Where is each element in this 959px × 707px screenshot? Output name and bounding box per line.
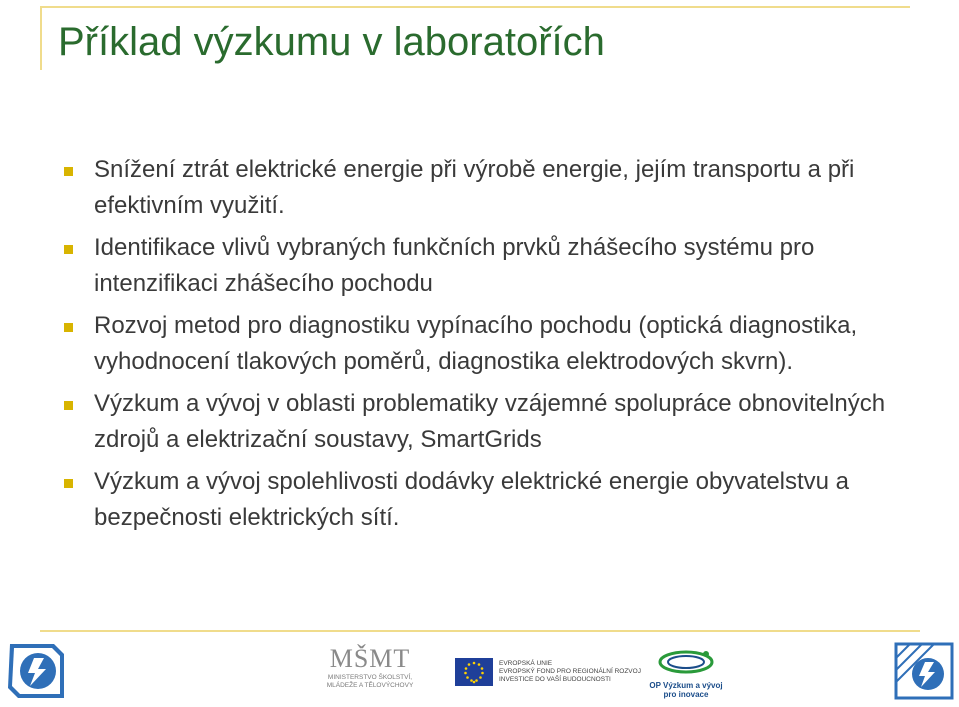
bullet-square-icon: [64, 167, 73, 176]
op-text-line: pro inovace: [663, 690, 709, 699]
bullet-text: Snížení ztrát elektrické energie při výrobě energie, jejím transportu a při efektivním využití.: [94, 156, 855, 219]
bullet-text: Výzkum a vývoj spolehlivosti dodávky elektrické energie obyvatelstvu a bezpečnosti elektrických sítí.: [94, 468, 850, 531]
op-text-line: OP Výzkum a vývoj: [649, 681, 723, 690]
bullet-text: Výzkum a vývoj v oblasti problematiky vzájemné spolupráce obnovitelných zdrojů a elektrizační soustavy, SmartGrids: [94, 390, 886, 453]
eu-flag-icon: [455, 658, 493, 686]
bullet-item: [58, 308, 918, 380]
eu-text-line: EVROPSKÁ UNIE: [499, 660, 553, 667]
bullet-item: [58, 152, 918, 224]
msmt-text-line: MLÁDEŽE A TĚLOVÝCHOVY: [326, 682, 414, 689]
op-swirl-icon: [656, 648, 716, 676]
eu-text: [499, 660, 641, 684]
faculty-logo-icon: [892, 640, 956, 702]
university-logo-icon: [4, 640, 68, 702]
bullet-square-icon: [64, 401, 73, 410]
msmt-logo: [318, 644, 422, 700]
eu-text-line: EVROPSKÝ FOND PRO REGIONÁLNÍ ROZVOJ: [499, 668, 641, 675]
msmt-text-line: MINISTERSTVO ŠKOLSTVÍ,: [327, 674, 413, 681]
bullet-item: [58, 464, 918, 536]
bullet-list: [58, 152, 918, 542]
bullet-text: Rozvoj metod pro diagnostiku vypínacího pochodu (optická diagnostika, vyhodnocení tlakových poměrů, diagnostika elektrodových skvrn).: [94, 312, 858, 375]
slide-title: Příklad výzkumu v laboratořích: [58, 20, 605, 64]
bullet-item: [58, 230, 918, 302]
eu-logo: [455, 658, 641, 692]
eu-text-line: INVESTICE DO VAŠÍ BUDOUCNOSTI: [499, 676, 611, 683]
bottom-rule: [40, 630, 920, 632]
op-vavpi-logo: [646, 648, 726, 700]
bullet-text: Identifikace vlivů vybraných funkčních prvků zhášecího systému pro intenzifikaci zhášecího pochodu: [94, 234, 815, 297]
left-rule: [40, 6, 42, 70]
bullet-item: [58, 386, 918, 458]
bullet-square-icon: [64, 323, 73, 332]
bullet-square-icon: [64, 245, 73, 254]
top-rule: [40, 6, 910, 8]
msmt-monogram-icon: MŠMT: [329, 644, 411, 673]
bullet-square-icon: [64, 479, 73, 488]
